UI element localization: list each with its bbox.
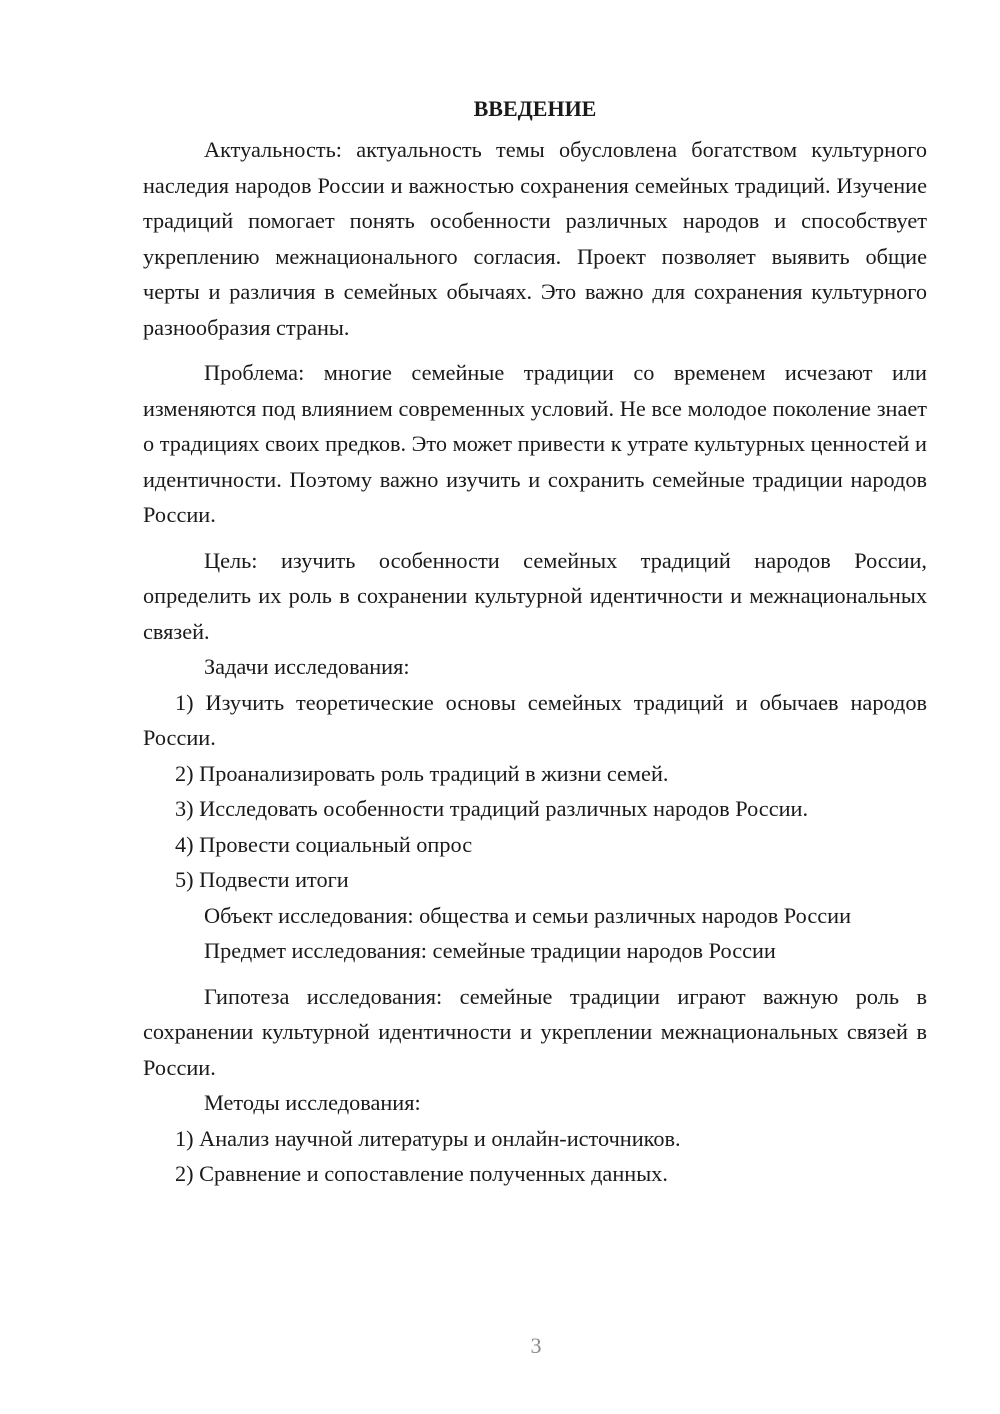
list-item: 4) Провести социальный опрос xyxy=(175,831,473,857)
document-page xyxy=(143,92,927,1192)
list-item: 5) Подвести итоги xyxy=(175,867,349,892)
relevance-paragraph: Актуальность: актуальность темы обусловлена богатством культурного наследия народов России и важностью сохранения семейных традиций. Изучение традиций помогает понять особенности различных народов и способствует укреплению межнационального согласия. Проект позволяет выявить общие черты и различия в семейных обычаях. Это важно для сохранения культурного разнообразия страны. xyxy=(143,137,927,340)
hypothesis-paragraph: Гипотеза исследования: семейные традиции играют важную роль в сохранении культурной идентичности и укреплении межнациональных связей в России. xyxy=(143,983,927,1080)
list-item: 2) Сравнение и сопоставление полученных данных. xyxy=(175,1161,668,1186)
page-title: ВВЕДЕНИЕ xyxy=(473,96,597,121)
page-number: 3 xyxy=(530,1333,542,1358)
list-item: 3) Исследовать особенности традиций различных народов России. xyxy=(175,796,809,821)
list-item: 1) Анализ научной литературы и онлайн-источников. xyxy=(175,1125,681,1151)
list-item: 2) Проанализировать роль традиций в жизни семей. xyxy=(175,760,669,786)
list-item: 1) Изучить теоретические основы семейных традиций и обычаев народов России. xyxy=(143,689,927,750)
tasks-title: Задачи исследования: xyxy=(204,654,410,679)
object-line: Объект исследования: общества и семьи различных народов России xyxy=(204,902,852,928)
problem-paragraph: Проблема: многие семейные традиции со временем исчезают или изменяются под влиянием современных условий. Не все молодое поколение знает о традициях своих предков. Это может привести к утрате культурных ценностей и идентичности. Поэтому важно изучить и сохранить семейные традиции народов России. xyxy=(143,360,927,527)
goal-paragraph: Цель: изучить особенности семейных традиций народов России, определить их роль в сохранении культурной идентичности и межнациональных связей. xyxy=(143,547,927,644)
subject-line: Предмет исследования: семейные традиции народов России xyxy=(204,938,776,963)
methods-title: Методы исследования: xyxy=(204,1090,421,1115)
